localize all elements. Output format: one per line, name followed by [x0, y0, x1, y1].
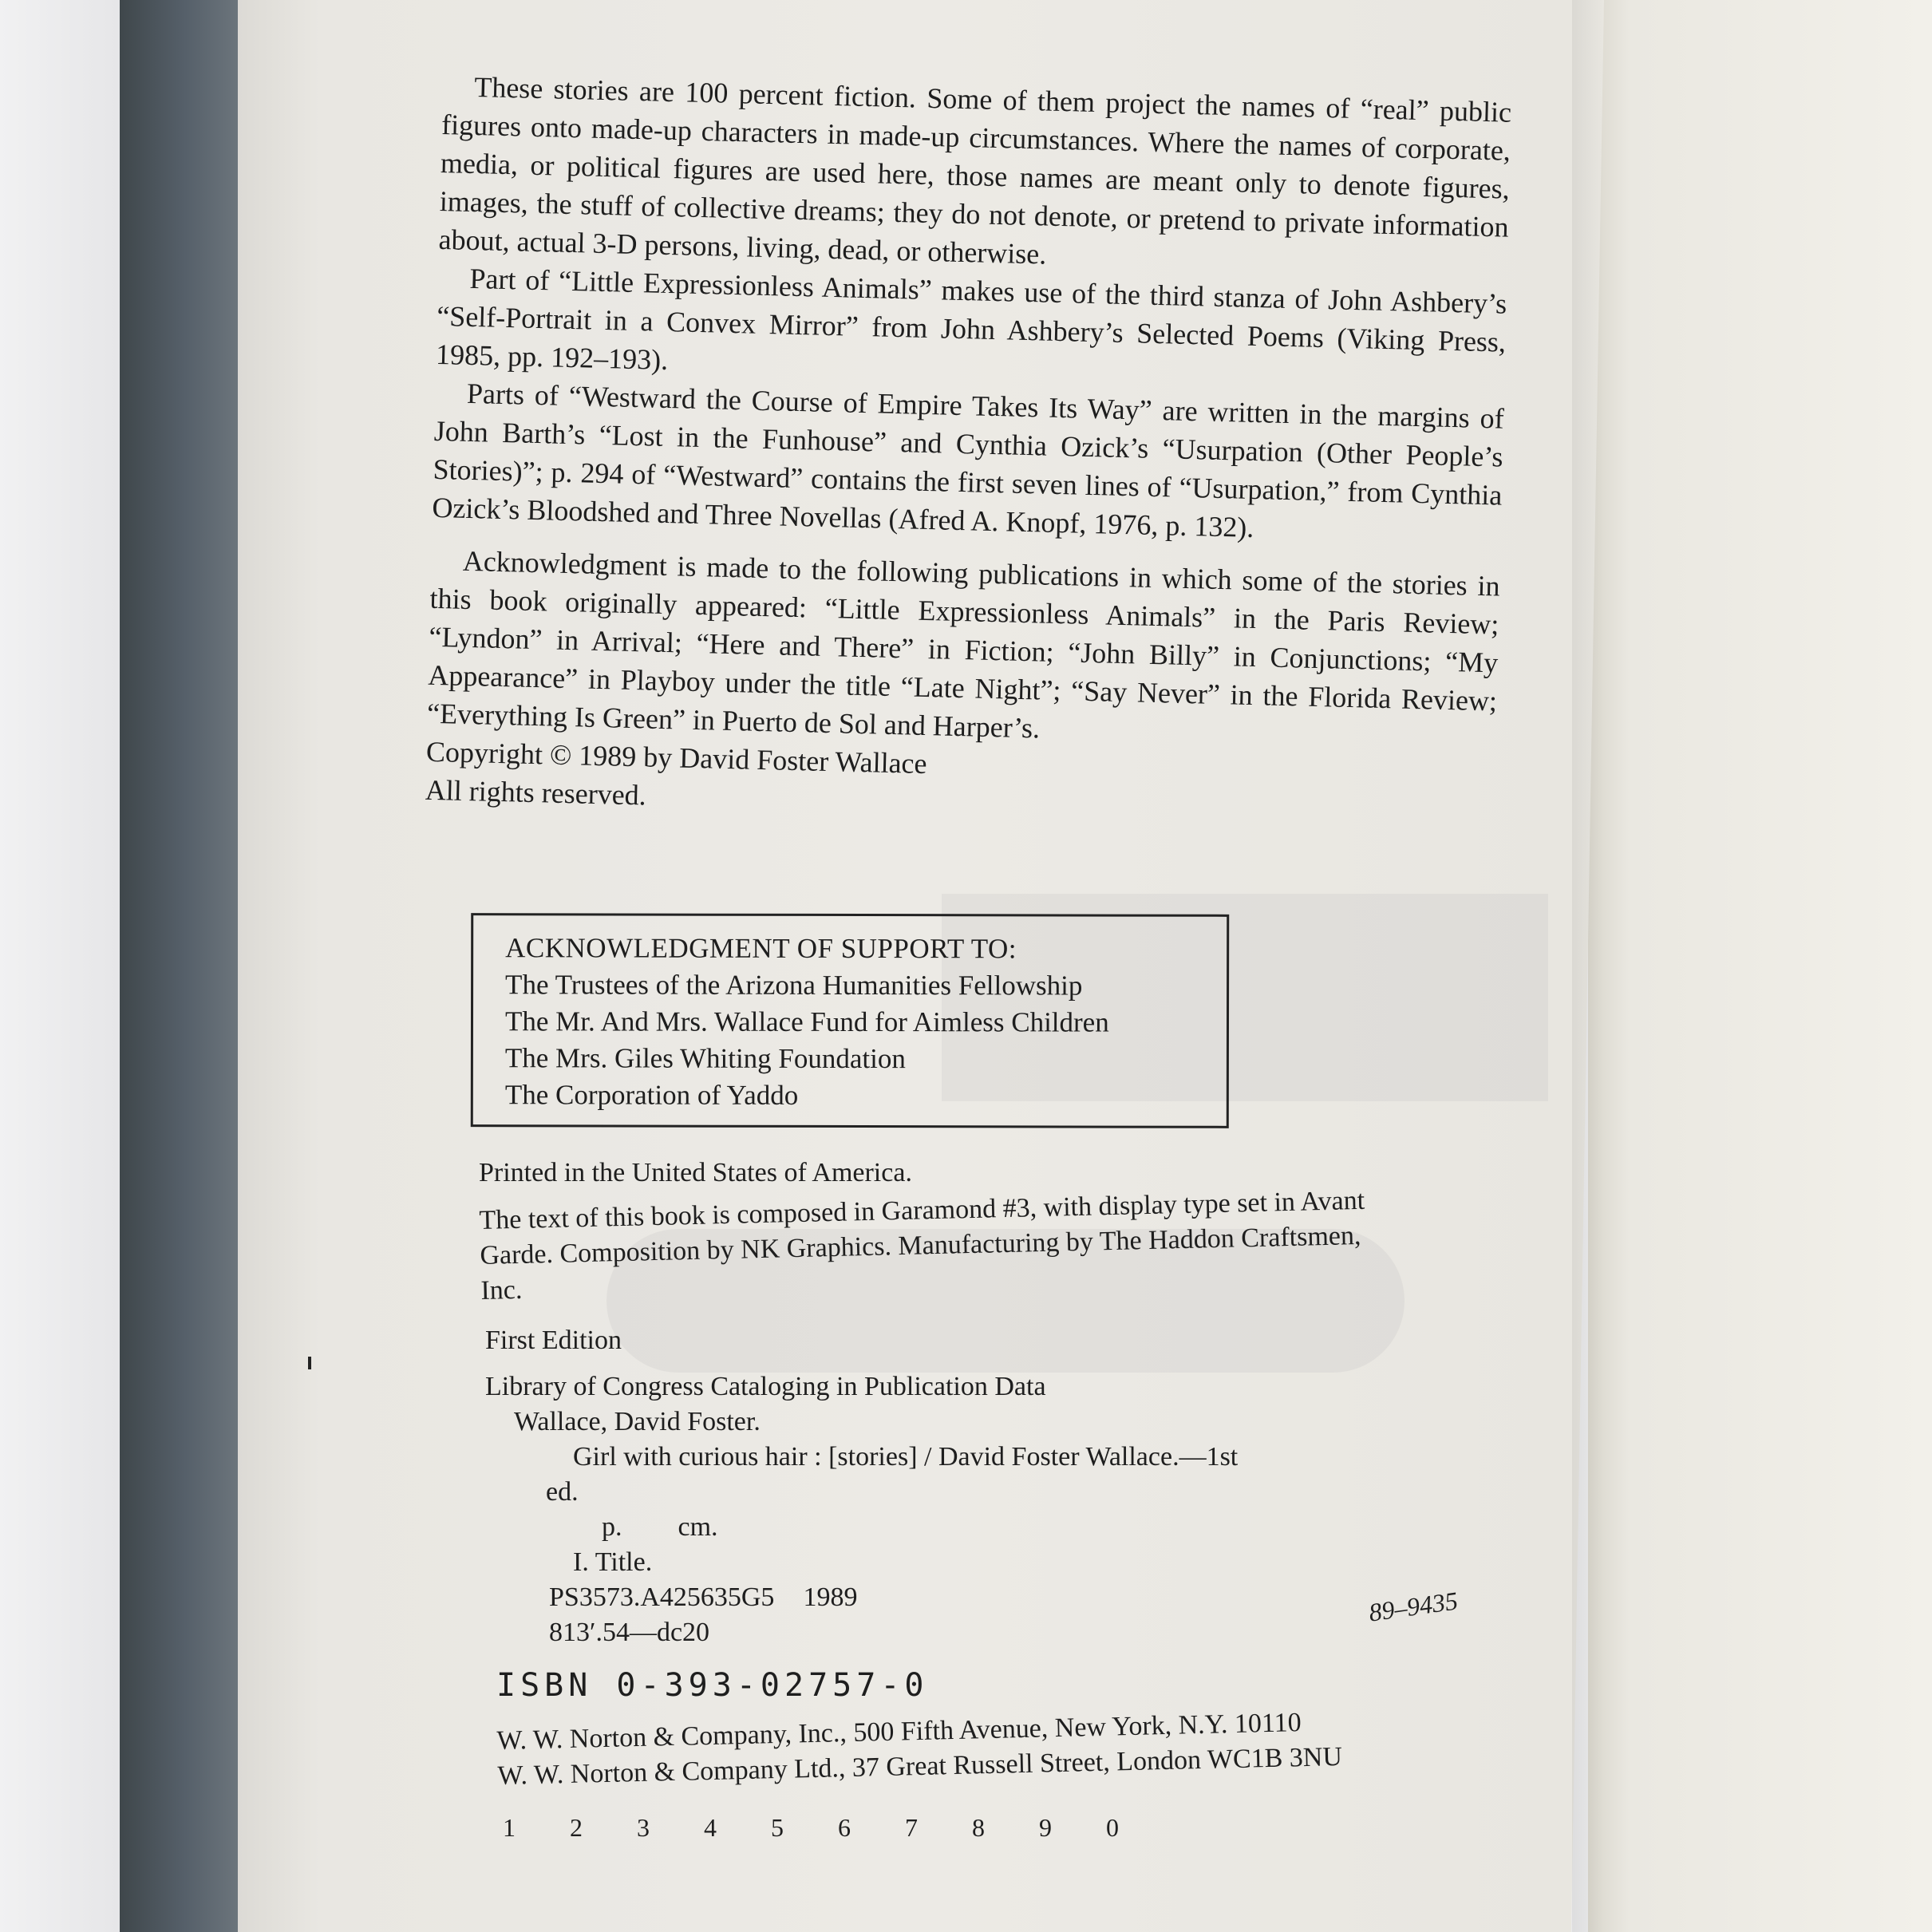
cip-call-number: PS3573.A425635G5 [549, 1582, 775, 1612]
facing-page [1588, 0, 1932, 1932]
publisher-line: W. W. Norton & Company, Inc., 500 Fifth Avenue, New York, N.Y. 10110 [496, 1708, 1302, 1756]
book-cover-edge [120, 0, 239, 1932]
printed-in-line: Printed in the United States of America. [479, 1158, 912, 1187]
support-acknowledgment-box [471, 913, 1229, 1128]
westward-note-paragraph: Parts of “Westward the Course of Empire Takes Its Way” are written in the margins of John Barth’s “Lost in the Funhouse” and Cynthia Ozick’s “Usurpation (Other People’s Stories)”; p. 294 of “Westward” contains the first seven lines of “Usurpation,” from Cynthia Ozick’s Bloodshed and Three Novellas (Afred A. Knopf, 1976, p. 132). [432, 377, 1505, 543]
cip-data [485, 1369, 1516, 1650]
copyright-line: Copyright © 1989 by David Foster Wallace [425, 735, 928, 780]
support-item: The Mr. And Mrs. Wallace Fund for Aimless Children [504, 1006, 1109, 1038]
isbn: ISBN 0-393-02757-0 [496, 1667, 929, 1704]
page-shadow [1572, 0, 1604, 1932]
cip-heading: Library of Congress Cataloging in Publication Data [485, 1372, 1046, 1401]
publisher-line: W. W. Norton & Company Ltd., 37 Great Russell Street, London WC1B 3NU [497, 1741, 1343, 1791]
support-item: The Corporation of Yaddo [504, 1079, 799, 1111]
printing-line: 1 2 3 4 5 6 7 8 9 0 [503, 1813, 1143, 1842]
cip-year: 1989 [803, 1582, 858, 1612]
cip-author: Wallace, David Foster. [514, 1407, 761, 1436]
cip-subject: I. Title. [573, 1547, 653, 1577]
support-item: The Mrs. Giles Whiting Foundation [504, 1042, 906, 1075]
cip-cm: cm. [678, 1512, 718, 1542]
cip-physical [602, 1510, 1516, 1545]
typography-line: Garde. Composition by NK Graphics. Manufacturing by The Haddon Craftsmen, [480, 1220, 1361, 1270]
support-box-title: ACKNOWLEDGMENT OF SUPPORT TO: [505, 932, 1017, 965]
typography-line: The text of this book is composed in Garamond #3, with display type set in Avant [479, 1185, 1365, 1235]
cip-pages: p. [602, 1512, 622, 1542]
lccn-number: 89–9435 [1366, 1586, 1460, 1627]
disclaimer-paragraph: These stories are 100 percent fiction. Some of them project the names of “real” public figures onto made-up characters in made-up circumstances. Where the names of corporate, media, or political figures are used here, those names are meant only to denote figures, images, the stuff of collective dreams; they do not denote, or pretend to private information about, actual 3-D persons, living, dead, or otherwise. [438, 70, 1512, 271]
typography-note [479, 1180, 1519, 1309]
acknowledgment-paragraph: Acknowledgment is made to the following publications in which some of the stories in this book originally appeared: “Little Expressionless Animals” in the Paris Review; “Lyndon” in Arrival; “Here and There” in Fiction; “John Billy” in Conjunctions; “My Appearance” in Playboy under the title “Late Night”; “Say Never” in the Florida Review; “Everything Is Green” in Puerto de Sol and Harper’s. [426, 544, 1500, 745]
edition-line: First Edition [485, 1326, 622, 1355]
rights-line: All rights reserved. [425, 773, 647, 812]
main-text [425, 67, 1511, 835]
cip-title-cont: ed. [546, 1477, 579, 1507]
cip-title: Girl with curious hair : [stories] / David Foster Wallace.—1st [573, 1442, 1239, 1472]
cip-dewey: 813′.54—dc20 [549, 1618, 710, 1647]
colophon [479, 1156, 1516, 1845]
background-left [0, 0, 120, 1932]
page-mark [308, 1357, 311, 1369]
ashbery-note-paragraph: Part of “Little Expressionless Animals” makes use of the third stanza of John Ashbery’s “Self-Portrait in a Convex Mirror” from John Ashbery’s Selected Poems (Viking Press, 1985, pp. 192–193). [435, 262, 1507, 376]
support-item: The Trustees of the Arizona Humanities Fellowship [505, 969, 1083, 1002]
typography-line: Inc. [480, 1274, 523, 1306]
